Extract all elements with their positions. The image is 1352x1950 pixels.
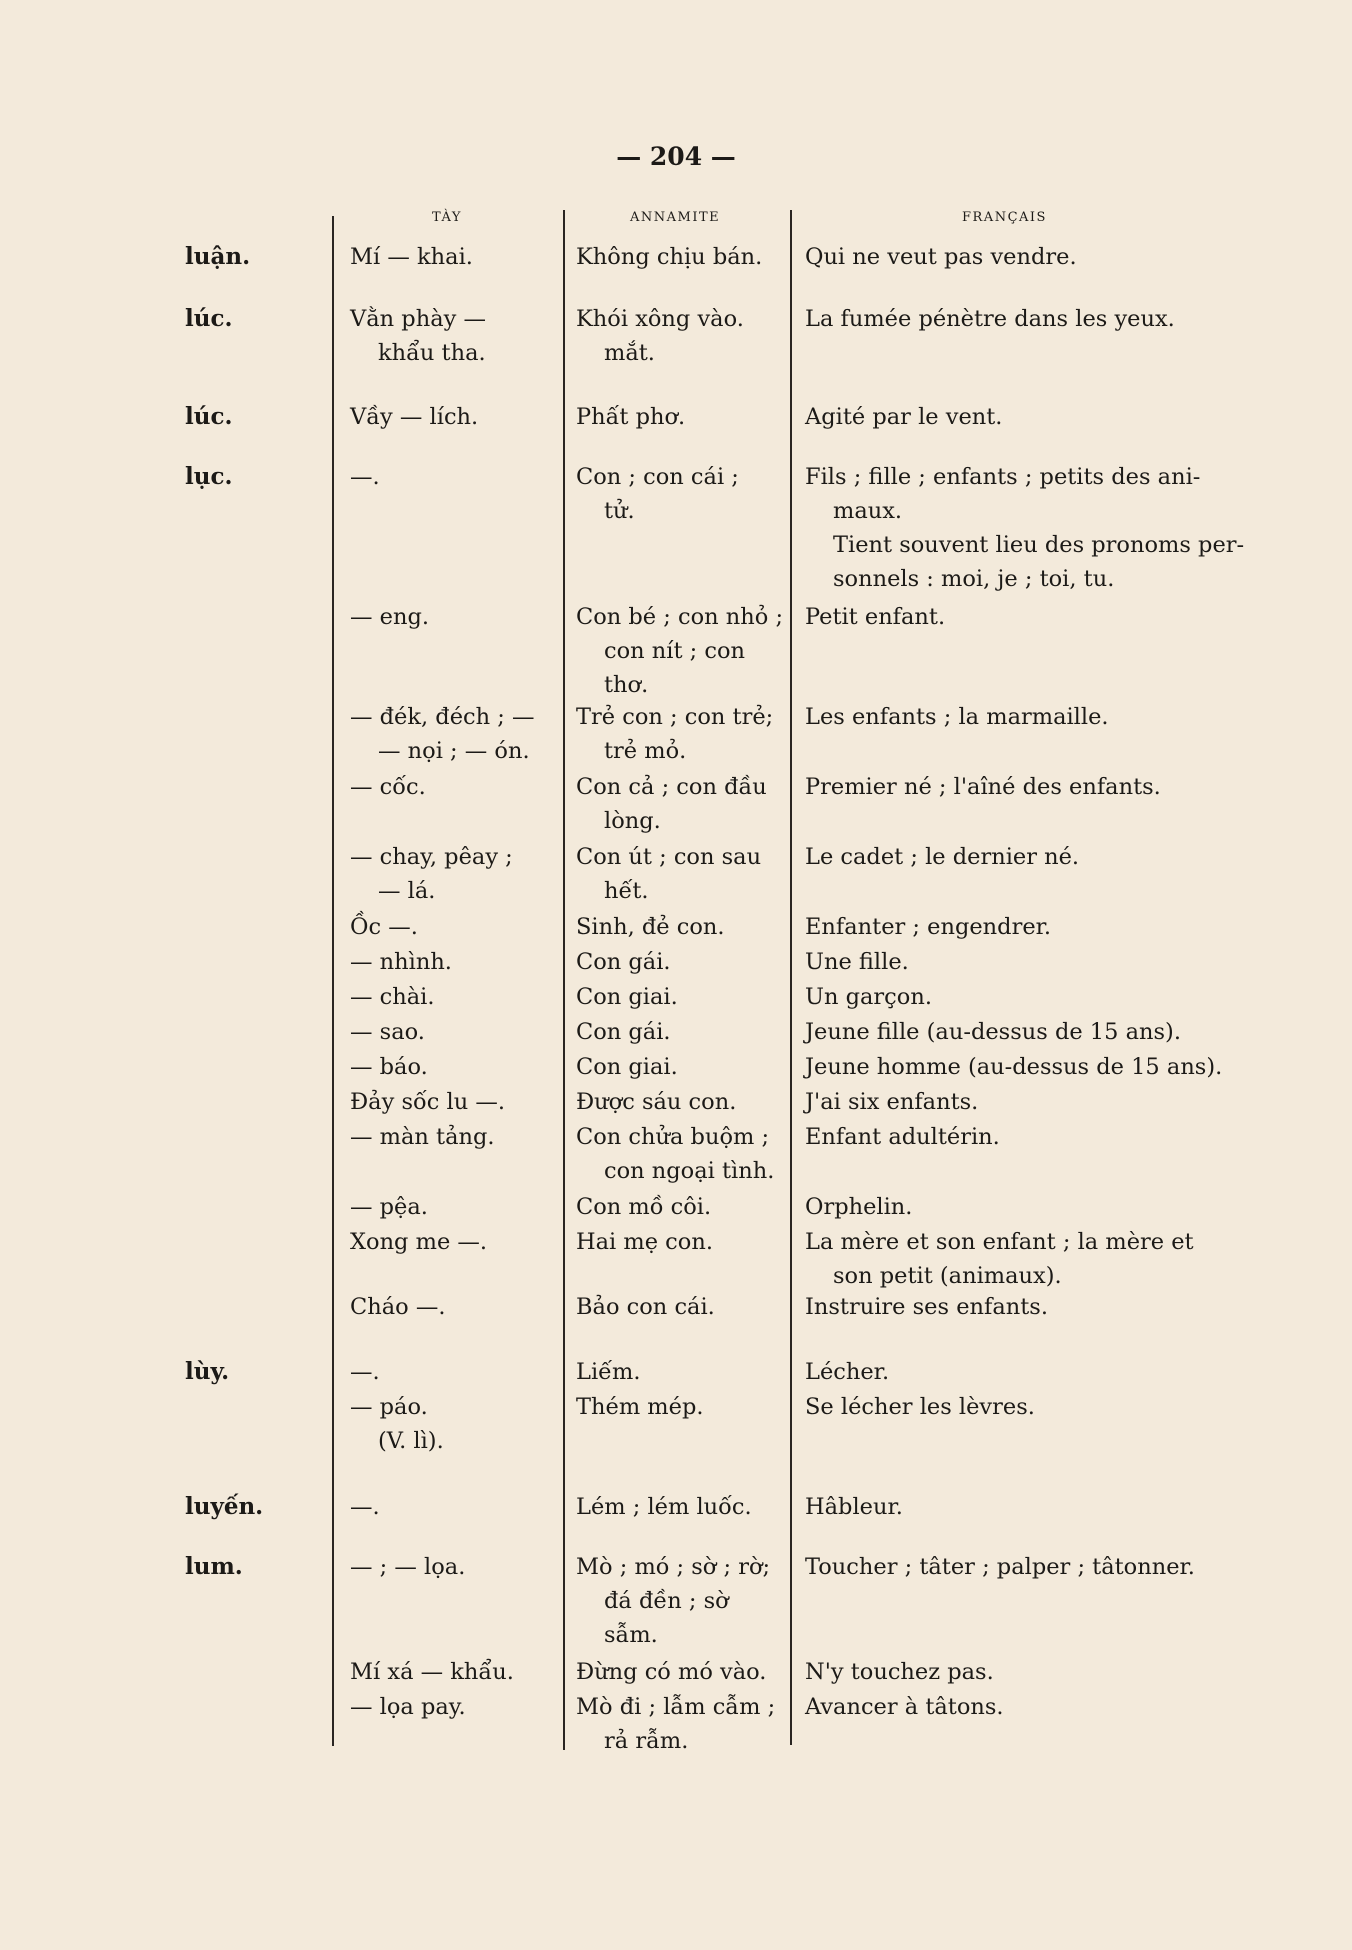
- annamite-line: Con giai.: [576, 984, 678, 1010]
- annamite-line: Sinh, đẻ con.: [576, 914, 725, 940]
- headword: lúc.: [185, 403, 233, 430]
- annamite-cell: [576, 770, 767, 838]
- tay-line: — chay, pêay ;: [350, 844, 513, 870]
- tay-cell: [350, 840, 513, 908]
- tay-line: — đék, đéch ; —: [350, 704, 535, 730]
- tay-line: — lá.: [378, 878, 436, 904]
- tay-line: Vằn phày —: [350, 306, 486, 332]
- tay-line: khẩu tha.: [378, 340, 486, 366]
- francais-line: Orphelin.: [805, 1194, 913, 1220]
- annamite-line: Con cả ; con đầu: [576, 774, 767, 800]
- francais-line: Se lécher les lèvres.: [805, 1394, 1035, 1420]
- annamite-cell: [576, 945, 671, 979]
- francais-line: son petit (animaux).: [833, 1263, 1062, 1289]
- francais-cell: [805, 1085, 978, 1119]
- tay-line: (V. lì).: [378, 1428, 444, 1454]
- header-francais: FRANÇAIS: [962, 210, 1047, 225]
- tay-line: Mí xá — khẩu.: [350, 1659, 514, 1685]
- tay-line: —.: [350, 1359, 380, 1385]
- annamite-cell: [576, 1355, 640, 1389]
- annamite-cell: [576, 460, 739, 528]
- annamite-line: sẫm.: [604, 1622, 658, 1648]
- francais-line: Agité par le vent.: [805, 404, 1003, 430]
- annamite-line: thơ.: [604, 672, 649, 698]
- column-rule-right: [790, 210, 792, 1745]
- tay-cell: [350, 1290, 445, 1324]
- francais-line: Enfant adultérin.: [805, 1124, 1000, 1150]
- tay-cell: [350, 1015, 425, 1049]
- headword: luận.: [185, 243, 251, 270]
- francais-line: Petit enfant.: [805, 604, 946, 630]
- francais-line: Jeune fille (au-dessus de 15 ans).: [805, 1019, 1181, 1045]
- annamite-cell: [576, 1120, 774, 1188]
- tay-line: —.: [350, 1494, 380, 1520]
- annamite-line: Khói xông vào.: [576, 306, 744, 332]
- tay-line: — nhình.: [350, 949, 452, 975]
- annamite-line: Bảo con cái.: [576, 1294, 715, 1320]
- francais-line: Les enfants ; la marmaille.: [805, 704, 1109, 730]
- francais-line: La mère et son enfant ; la mère et: [805, 1229, 1194, 1255]
- tay-cell: [350, 1225, 487, 1259]
- header-annamite: ANNAMITE: [630, 210, 721, 225]
- annamite-cell: [576, 302, 744, 370]
- francais-line: Lécher.: [805, 1359, 890, 1385]
- tay-cell: [350, 240, 473, 274]
- annamite-cell: [576, 1190, 711, 1224]
- tay-line: — báo.: [350, 1054, 428, 1080]
- annamite-line: Mò ; mó ; sờ ; rờ;: [576, 1554, 771, 1580]
- francais-line: Enfanter ; engendrer.: [805, 914, 1052, 940]
- annamite-line: Con giai.: [576, 1054, 678, 1080]
- annamite-line: Được sáu con.: [576, 1089, 737, 1115]
- column-rule-middle: [563, 210, 565, 1750]
- annamite-cell: [576, 1550, 770, 1652]
- francais-line: Fils ; fille ; enfants ; petits des ani-: [805, 464, 1201, 490]
- tay-line: — ; — lọa.: [350, 1554, 466, 1580]
- francais-line: Tient souvent lieu des pronoms per-: [833, 532, 1245, 558]
- headword: lúc.: [185, 305, 233, 332]
- tay-cell: [350, 1120, 495, 1154]
- francais-cell: [805, 1690, 1004, 1724]
- tay-cell: [350, 1190, 428, 1224]
- francais-line: Qui ne veut pas vendre.: [805, 244, 1077, 270]
- headword: lục.: [185, 463, 233, 490]
- annamite-line: mắt.: [604, 340, 655, 366]
- headword: lum.: [185, 1553, 243, 1580]
- tay-line: — páo.: [350, 1394, 428, 1420]
- annamite-line: Con chửa buộm ;: [576, 1124, 770, 1150]
- annamite-line: Con gái.: [576, 949, 671, 975]
- annamite-line: Đừng có mó vào.: [576, 1659, 767, 1685]
- francais-cell: [805, 1015, 1181, 1049]
- annamite-line: lòng.: [604, 808, 661, 834]
- tay-cell: [350, 1690, 466, 1724]
- tay-line: Xong me —.: [350, 1229, 488, 1255]
- francais-cell: [805, 1390, 1035, 1424]
- tay-cell: [350, 302, 486, 370]
- francais-cell: [805, 980, 932, 1014]
- tay-line: Ồc —.: [350, 914, 418, 940]
- tay-cell: [350, 1390, 444, 1458]
- francais-line: J'ai six enfants.: [805, 1089, 979, 1115]
- tay-line: — nọi ; — ón.: [378, 738, 530, 764]
- annamite-cell: [576, 1490, 752, 1524]
- annamite-line: Con mồ côi.: [576, 1194, 712, 1220]
- annamite-line: rả rẫm.: [604, 1728, 689, 1754]
- francais-line: Premier né ; l'aîné des enfants.: [805, 774, 1161, 800]
- annamite-cell: [576, 1015, 671, 1049]
- francais-cell: [805, 400, 1002, 434]
- annamite-cell: [576, 1655, 766, 1689]
- annamite-line: hết.: [604, 878, 649, 904]
- tay-line: — eng.: [350, 604, 430, 630]
- tay-cell: [350, 1085, 505, 1119]
- annamite-cell: [576, 400, 685, 434]
- tay-cell: [350, 770, 426, 804]
- headword: lùy.: [185, 1358, 230, 1385]
- annamite-line: Trẻ con ; con trẻ;: [576, 704, 774, 730]
- header-tay: TÀY: [432, 210, 462, 225]
- annamite-cell: [576, 1290, 715, 1324]
- francais-cell: [805, 600, 945, 634]
- tay-cell: [350, 1550, 465, 1584]
- annamite-line: Hai mẹ con.: [576, 1229, 713, 1255]
- francais-cell: [805, 770, 1161, 804]
- annamite-line: con ngoại tình.: [604, 1158, 775, 1184]
- tay-cell: [350, 1490, 380, 1524]
- annamite-line: đá đền ; sờ: [604, 1588, 729, 1614]
- francais-cell: [805, 1050, 1222, 1084]
- francais-cell: [805, 1655, 994, 1689]
- francais-cell: [805, 1355, 889, 1389]
- annamite-line: Thém mép.: [576, 1394, 704, 1420]
- headword: luyến.: [185, 1493, 264, 1520]
- annamite-cell: [576, 240, 762, 274]
- annamite-line: Lém ; lém luốc.: [576, 1494, 752, 1520]
- annamite-cell: [576, 980, 678, 1014]
- tay-line: — chài.: [350, 984, 435, 1010]
- annamite-cell: [576, 840, 761, 908]
- tay-line: Đảy sốc lu —.: [350, 1089, 505, 1115]
- francais-cell: [805, 1225, 1194, 1293]
- francais-cell: [805, 1190, 912, 1224]
- francais-line: Toucher ; tâter ; palper ; tâtonner.: [805, 1554, 1195, 1580]
- tay-cell: [350, 700, 535, 768]
- page-number: — 204 —: [616, 142, 736, 171]
- francais-cell: [805, 700, 1109, 734]
- tay-line: — pệa.: [350, 1194, 428, 1220]
- francais-cell: [805, 460, 1244, 596]
- tay-cell: [350, 1050, 428, 1084]
- francais-line: Instruire ses enfants.: [805, 1294, 1048, 1320]
- annamite-line: Không chịu bán.: [576, 244, 763, 270]
- annamite-line: con nít ; con: [604, 638, 746, 664]
- francais-cell: [805, 240, 1077, 274]
- francais-line: maux.: [833, 498, 903, 524]
- tay-cell: [350, 910, 418, 944]
- francais-cell: [805, 1490, 903, 1524]
- annamite-line: trẻ mỏ.: [604, 738, 687, 764]
- tay-line: — cốc.: [350, 774, 426, 800]
- annamite-cell: [576, 910, 725, 944]
- francais-cell: [805, 1290, 1048, 1324]
- tay-cell: [350, 400, 478, 434]
- annamite-line: Con út ; con sau: [576, 844, 762, 870]
- annamite-cell: [576, 1050, 678, 1084]
- tay-line: Mí — khai.: [350, 244, 473, 270]
- annamite-cell: [576, 1085, 736, 1119]
- column-rule-left: [332, 216, 334, 1746]
- francais-line: Jeune homme (au-dessus de 15 ans).: [805, 1054, 1223, 1080]
- francais-line: Une fille.: [805, 949, 909, 975]
- francais-line: Un garçon.: [805, 984, 932, 1010]
- francais-cell: [805, 1120, 1000, 1154]
- francais-cell: [805, 840, 1079, 874]
- tay-cell: [350, 600, 429, 634]
- annamite-line: Con ; con cái ;: [576, 464, 739, 490]
- francais-line: Avancer à tâtons.: [805, 1694, 1004, 1720]
- francais-line: La fumée pénètre dans les yeux.: [805, 306, 1175, 332]
- francais-line: N'y touchez pas.: [805, 1659, 994, 1685]
- annamite-line: Con gái.: [576, 1019, 671, 1045]
- tay-cell: [350, 460, 380, 494]
- francais-cell: [805, 302, 1175, 336]
- tay-line: — màn tảng.: [350, 1124, 495, 1150]
- francais-line: Hâbleur.: [805, 1494, 903, 1520]
- annamite-cell: [576, 600, 783, 702]
- tay-line: — sao.: [350, 1019, 425, 1045]
- tay-cell: [350, 1355, 380, 1389]
- tay-line: —.: [350, 464, 380, 490]
- annamite-cell: [576, 700, 773, 768]
- annamite-cell: [576, 1690, 775, 1758]
- annamite-line: Phất phơ.: [576, 404, 686, 430]
- francais-cell: [805, 1550, 1195, 1584]
- annamite-line: Liếm.: [576, 1359, 641, 1385]
- tay-line: Vầy — lích.: [350, 404, 479, 430]
- tay-line: — lọa pay.: [350, 1694, 466, 1720]
- francais-cell: [805, 910, 1051, 944]
- annamite-cell: [576, 1225, 713, 1259]
- tay-cell: [350, 1655, 514, 1689]
- francais-line: sonnels : moi, je ; toi, tu.: [833, 566, 1115, 592]
- francais-cell: [805, 945, 909, 979]
- francais-line: Le cadet ; le dernier né.: [805, 844, 1080, 870]
- annamite-line: Con bé ; con nhỏ ;: [576, 604, 784, 630]
- tay-line: Cháo —.: [350, 1294, 446, 1320]
- annamite-cell: [576, 1390, 704, 1424]
- annamite-line: Mò đi ; lẫm cẫm ;: [576, 1694, 776, 1720]
- tay-cell: [350, 980, 435, 1014]
- annamite-line: tử.: [604, 498, 635, 524]
- tay-cell: [350, 945, 452, 979]
